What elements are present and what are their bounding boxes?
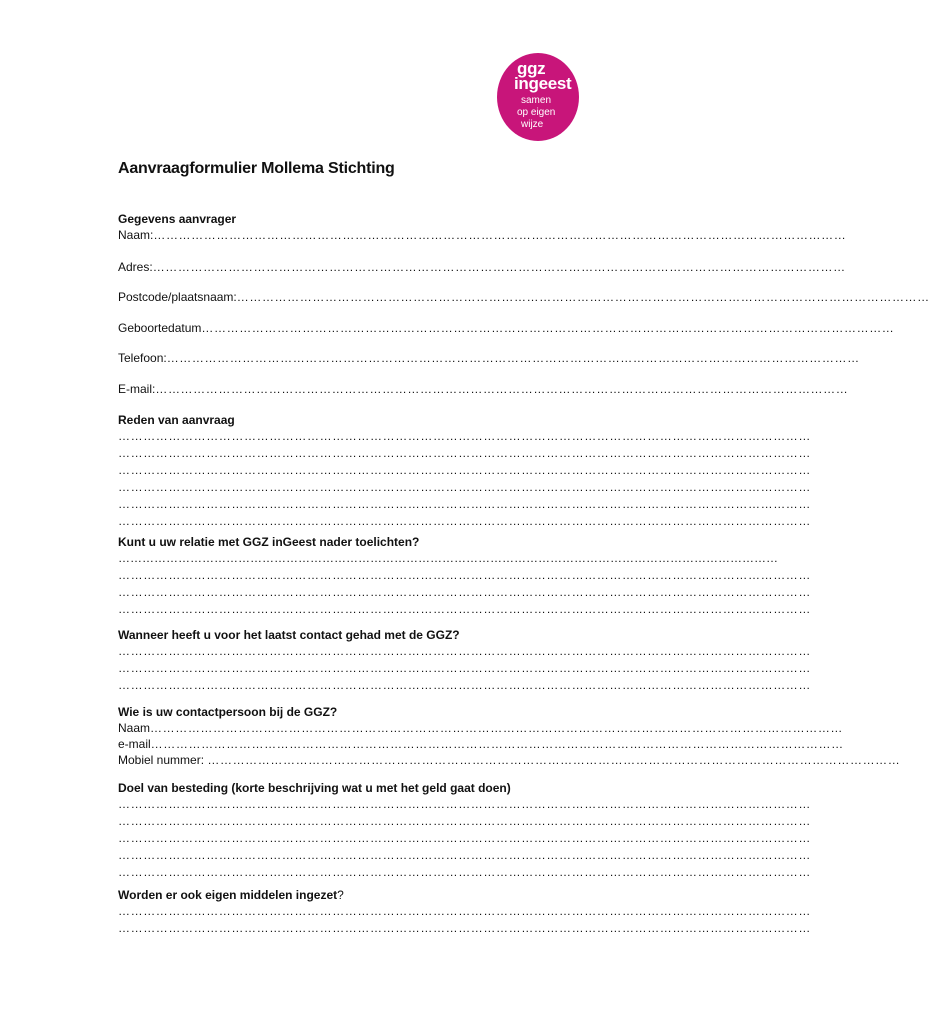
answer-line[interactable]: ………………………………………………………………………………………………………………………………………………… — [118, 497, 811, 511]
logo-text-line: ggz — [517, 59, 546, 78]
section-heading: Reden van aanvraag — [118, 413, 235, 427]
adres-row — [118, 259, 846, 275]
field-label: Naam: — [118, 228, 154, 242]
section-heading — [118, 887, 654, 903]
answer-line[interactable]: ………………………………………………………………………………………………………………………………………………… — [118, 568, 811, 582]
fill-line: ………………………………………………………………………………………………………………………………………………… — [207, 753, 901, 767]
geboortedatum-row — [118, 320, 895, 336]
field-label: Telefoon: — [118, 351, 167, 365]
answer-line[interactable]: ………………………………………………………………………………………………………………………………………………… — [118, 865, 811, 879]
field-label: e-mail — [118, 737, 151, 751]
section-reden-van-aanvraag — [118, 412, 811, 530]
answer-line[interactable]: ………………………………………………………………………………………………………………………………………………… — [118, 429, 811, 443]
naam-field[interactable] — [118, 227, 847, 243]
section-relatie-toelichting — [118, 534, 811, 618]
postcode-field[interactable] — [118, 289, 930, 305]
contactpersoon-email-field[interactable] — [118, 736, 844, 752]
answer-line[interactable]: ………………………………………………………………………………………………………………………………………………… — [118, 602, 811, 616]
section-heading: Gegevens aanvrager — [118, 212, 237, 226]
fill-line: ………………………………………………………………………………………………………………………………………………… — [150, 721, 844, 735]
fill-line: ………………………………………………………………………………………………………………………………………………… — [236, 290, 930, 304]
answer-line[interactable]: ………………………………………………………………………………………………………………………………………………… — [118, 831, 811, 845]
answer-line[interactable]: ………………………………………………………………………………………………………………………………………………… — [118, 921, 811, 935]
fill-line: ………………………………………………………………………………………………………………………………………………… — [201, 321, 895, 335]
ggz-ingeest-logo — [497, 53, 579, 141]
logo-tagline: wijze — [521, 119, 544, 130]
answer-line[interactable]: ………………………………………………………………………………………………………………………………………………… — [118, 814, 811, 828]
heading-question-mark: ? — [337, 888, 344, 902]
section-eigen-middelen — [118, 887, 811, 937]
field-label: E-mail: — [118, 382, 156, 396]
field-label: Geboortedatum — [118, 321, 202, 335]
postcode-row — [118, 289, 930, 305]
answer-line[interactable]: ………………………………………………………………………………………………………………………………………………… — [118, 644, 811, 658]
fill-line: ………………………………………………………………………………………………………………………………………………… — [152, 260, 846, 274]
section-gegevens-aanvrager — [118, 211, 847, 243]
answer-line[interactable]: ………………………………………………………………………………………………………………………………………………… — [118, 848, 811, 862]
contactpersoon-mobiel-field[interactable] — [118, 752, 901, 768]
fill-line: ………………………………………………………………………………………………………………………………………………… — [150, 737, 844, 751]
field-label: Mobiel nummer: — [118, 753, 208, 767]
field-label: Naam — [118, 721, 151, 735]
logo-tagline: op eigen — [517, 107, 556, 118]
answer-line[interactable]: ………………………………………………………………………………………………………………………………………………… — [118, 446, 811, 460]
fill-line: ………………………………………………………………………………………………………………………………………………… — [166, 351, 860, 365]
answer-line[interactable]: ………………………………………………………………………………………………………………………………………………… — [118, 797, 811, 811]
logo-text-line: ingeest — [514, 74, 572, 93]
section-heading: Wanneer heeft u voor het laatst contact gehad met de GGZ? — [118, 628, 460, 642]
page-title: Aanvraagformulier Mollema Stichting — [118, 160, 395, 177]
section-laatste-contact — [118, 627, 811, 694]
adres-field[interactable] — [118, 259, 846, 275]
contactpersoon-naam-field[interactable] — [118, 720, 844, 736]
section-heading: Doel van besteding (korte beschrijving wat u met het geld gaat doen) — [118, 781, 511, 795]
section-contactpersoon — [118, 704, 901, 768]
heading-text: Worden er ook eigen middelen ingezet — [118, 888, 338, 902]
answer-line[interactable]: ………………………………………………………………………………………………………………………………………………… — [118, 585, 811, 599]
answer-line[interactable]: ………………………………………………………………………………………………………………………………………………… — [118, 480, 811, 494]
answer-line[interactable]: ………………………………………………………………………………………………………………………………………………… — [118, 661, 811, 675]
section-heading: Kunt u uw relatie met GGZ inGeest nader toelichten? — [118, 535, 420, 549]
logo-tagline: samen — [521, 95, 552, 106]
answer-line[interactable]: ………………………………………………………………………………………………………………………………………………… — [118, 904, 811, 918]
answer-line[interactable]: ………………………………………………………………………………………………………………………………………………… — [118, 514, 811, 528]
email-row — [118, 381, 849, 397]
geboortedatum-field[interactable] — [118, 320, 895, 336]
answer-line[interactable]: ………………………………………………………………………………………………………………………………………………… — [118, 678, 811, 692]
email-field[interactable] — [118, 381, 849, 397]
field-label: Adres: — [118, 260, 153, 274]
telefoon-field[interactable] — [118, 350, 860, 366]
fill-line: ………………………………………………………………………………………………………………………………………………… — [153, 228, 847, 242]
answer-line[interactable]: ………………………………………………………………………………………………………………………………………………… — [118, 463, 811, 477]
telefoon-row — [118, 350, 860, 366]
answer-line[interactable]: ………………………………………………………………………………………………………………………………………………… — [118, 551, 778, 565]
field-label: Postcode/plaatsnaam: — [118, 290, 237, 304]
fill-line: ………………………………………………………………………………………………………………………………………………… — [155, 382, 849, 396]
section-doel-van-besteding — [118, 780, 811, 881]
section-heading: Wie is uw contactpersoon bij de GGZ? — [118, 705, 338, 719]
